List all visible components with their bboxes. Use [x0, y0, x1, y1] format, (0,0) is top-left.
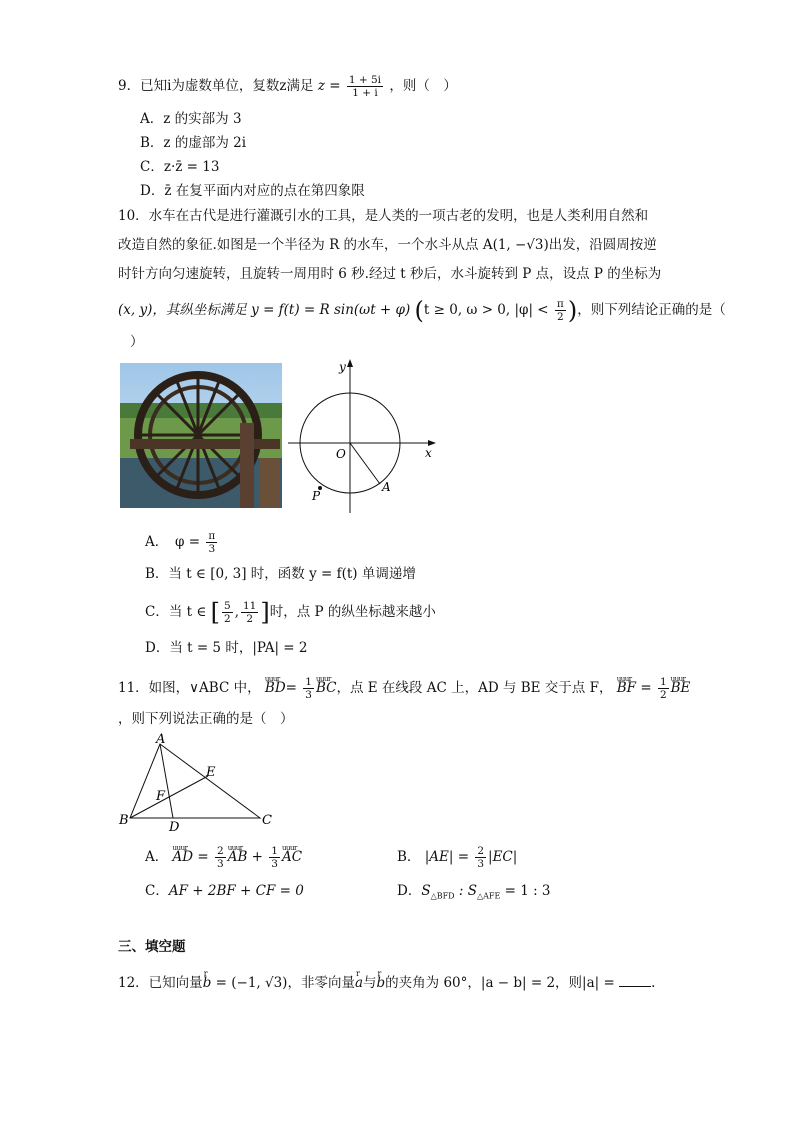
- q10-line2: 改造自然的象征.如图是一个半径为 R 的水车，一个水斗从点 A(1, −√3)出发，沿圆周按逆: [118, 237, 657, 253]
- q11-option-b: B． |AE| = $\frac{2}{3}$ |EC|: [397, 845, 518, 870]
- triangle-figure: [118, 732, 278, 832]
- vertex-c-label: C: [262, 813, 272, 828]
- q9-option-c: C．z·z̄ = 13: [140, 159, 220, 175]
- water-wheel-photo: [120, 363, 282, 508]
- point-p-label: P: [312, 489, 321, 503]
- q12-answer-blank[interactable]: [619, 972, 651, 987]
- q10-line1: 10．水车在古代是进行灌溉引水的工具，是人类的一项古老的发明，也是人类利用自然和: [118, 208, 649, 224]
- point-d-label: D: [169, 820, 180, 832]
- axis-label-x: x: [425, 446, 432, 460]
- q10-option-d: D．当 t = 5 时，|PA| = 2: [145, 640, 308, 656]
- q11-line1: 11．如图，∨ABC 中， uuur BD= $\frac{1}{3}$ uuur BC，点 E 在线段 AC 上，AD 与 BE 交于点 F， uuur BF = $\frac{1}{2}$ uuur BE: [118, 676, 690, 701]
- point-e-label: E: [206, 765, 216, 780]
- q10-option-c: C．当 t ∈ [ $\frac{5}{2}$ , $\frac{11}{2}$ ]时，点 P 的纵坐标越来越小: [145, 598, 436, 627]
- axis-label-y: y: [339, 360, 346, 374]
- q10-line3: 时针方向匀速旋转，且旋转一周用时 6 秒.经过 t 秒后，水斗旋转到 P 点，设点 P 的坐标为: [118, 266, 662, 282]
- point-f-label: F: [156, 789, 166, 804]
- q9-fraction: $\frac{1 + 5i}{1 + i}$: [348, 74, 382, 99]
- vertex-a-label: A: [156, 732, 166, 747]
- q11-option-c: C．AF + 2BF + CF = 0: [145, 883, 304, 899]
- q10-option-a: A． φ = $\frac{\pi}{3}$: [145, 530, 216, 555]
- q9-option-a: A．z 的实部为 3: [140, 111, 242, 127]
- point-a-label: A: [382, 480, 391, 494]
- q11-line2: ，则下列说法正确的是（ ）: [118, 711, 294, 727]
- q9-stem: 9．已知i为虚数单位，复数z满足 z = $\frac{1 + 5i}{1 + i}$ ，则（ ）: [118, 74, 457, 99]
- vertex-b-label: B: [119, 813, 129, 828]
- q10-line5: ）: [130, 334, 144, 350]
- section-title-fill-in: 三、填空题: [118, 939, 186, 955]
- q9-option-d: D．z̄ 在复平面内对应的点在第四象限: [140, 183, 365, 199]
- q10-line4: (x, y)，其纵坐标满足 y = f(t) = R sin(ωt + φ) (t ≥ 0, ω > 0, |φ| < $\frac{\pi}{2}$ )，则下列结论正确的是（: [118, 296, 726, 325]
- q11-option-a: A． uuur AD = $\frac{2}{3}$ uuur AB + $\frac{1}{3}$ uuur AC: [145, 845, 302, 870]
- q11-option-d: D．$S_{\triangle BFD}$ : $S_{\triangle AFE} = 1$ : 3: [397, 883, 551, 901]
- q10-option-b: B．当 t ∈ [0, 3] 时，函数 y = f(t) 单调递增: [145, 566, 416, 582]
- unit-circle-figure: [288, 357, 438, 515]
- q9-option-b: B．z 的虚部为 2i: [140, 135, 247, 151]
- origin-label: O: [336, 447, 346, 461]
- q12-stem: 12．已知向量r b = (−1, √3)，非零向量r a与r b的夹角为 60°，|a − b| = 2，则|a| = .: [118, 972, 655, 993]
